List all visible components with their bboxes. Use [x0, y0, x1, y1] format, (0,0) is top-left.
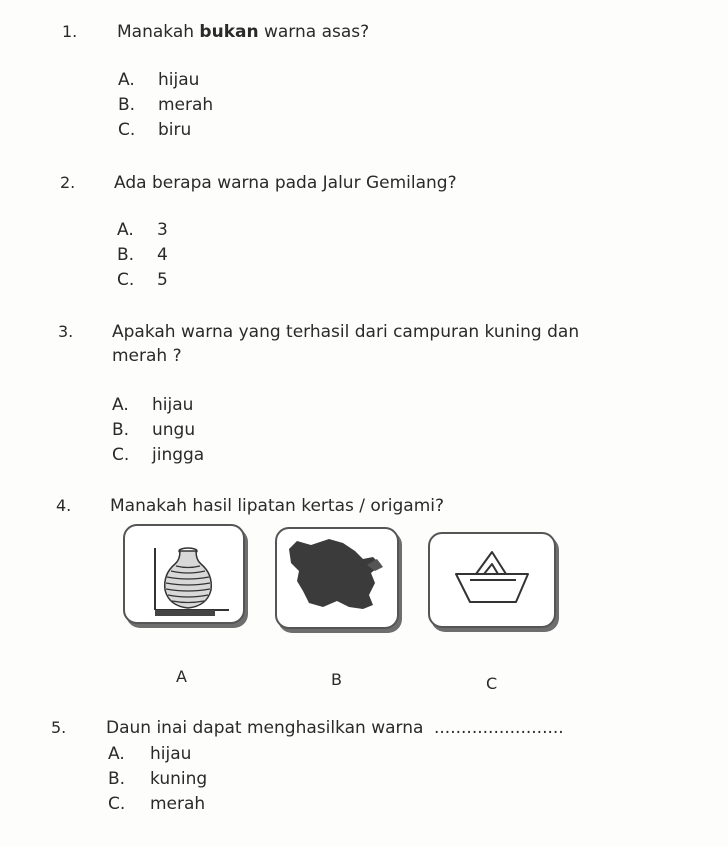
- question-number: 3.: [58, 322, 74, 341]
- option-letter: A.: [112, 395, 129, 415]
- question-number: 2.: [60, 173, 76, 192]
- option-text: kuning: [150, 769, 208, 789]
- option-letter: A.: [117, 220, 134, 240]
- question-number: 1.: [62, 22, 78, 41]
- option-text: jingga: [152, 445, 205, 465]
- option-letter: C.: [117, 270, 135, 290]
- paper-boat-icon: [430, 534, 554, 626]
- vase-icon: [125, 526, 243, 622]
- option-letter: A.: [108, 744, 125, 764]
- question-text: Ada berapa warna pada Jalur Gemilang?: [114, 173, 457, 193]
- option-text: hijau: [158, 70, 200, 90]
- option-text: merah: [150, 794, 206, 814]
- option-letter: B.: [108, 769, 126, 789]
- option-text: biru: [158, 120, 192, 140]
- question-number: 5.: [51, 718, 67, 737]
- option-text: 3: [157, 220, 168, 240]
- option-letter: A.: [118, 70, 135, 90]
- image-option-b: [275, 527, 399, 629]
- option-letter: B.: [118, 95, 136, 115]
- image-option-a: [123, 524, 245, 624]
- image-caption-c: C: [486, 674, 498, 693]
- option-letter: C.: [108, 794, 126, 814]
- option-letter: C.: [118, 120, 136, 140]
- option-text: 5: [157, 270, 168, 290]
- image-caption-b: B: [331, 670, 342, 689]
- option-text: ungu: [152, 420, 196, 440]
- question-text: Manakah hasil lipatan kertas / origami?: [110, 496, 445, 516]
- question-text-line-2: merah ?: [112, 346, 182, 366]
- question-text: Daun inai dapat menghasilkan warna: [106, 718, 424, 738]
- map-silhouette-icon: [277, 529, 397, 627]
- option-text: merah: [158, 95, 214, 115]
- option-letter: B.: [112, 420, 130, 440]
- image-caption-a: A: [176, 667, 187, 686]
- option-letter: B.: [117, 245, 135, 265]
- image-option-c: [428, 532, 556, 628]
- option-text: hijau: [150, 744, 192, 764]
- question-number: 4.: [56, 496, 72, 515]
- option-letter: C.: [112, 445, 130, 465]
- option-text: hijau: [152, 395, 194, 415]
- question-text: Manakah bukan warna asas?: [117, 22, 370, 42]
- answer-blank: ........................: [434, 718, 564, 738]
- option-text: 4: [157, 245, 168, 265]
- question-text-line-1: Apakah warna yang terhasil dari campuran kuning dan: [112, 322, 580, 342]
